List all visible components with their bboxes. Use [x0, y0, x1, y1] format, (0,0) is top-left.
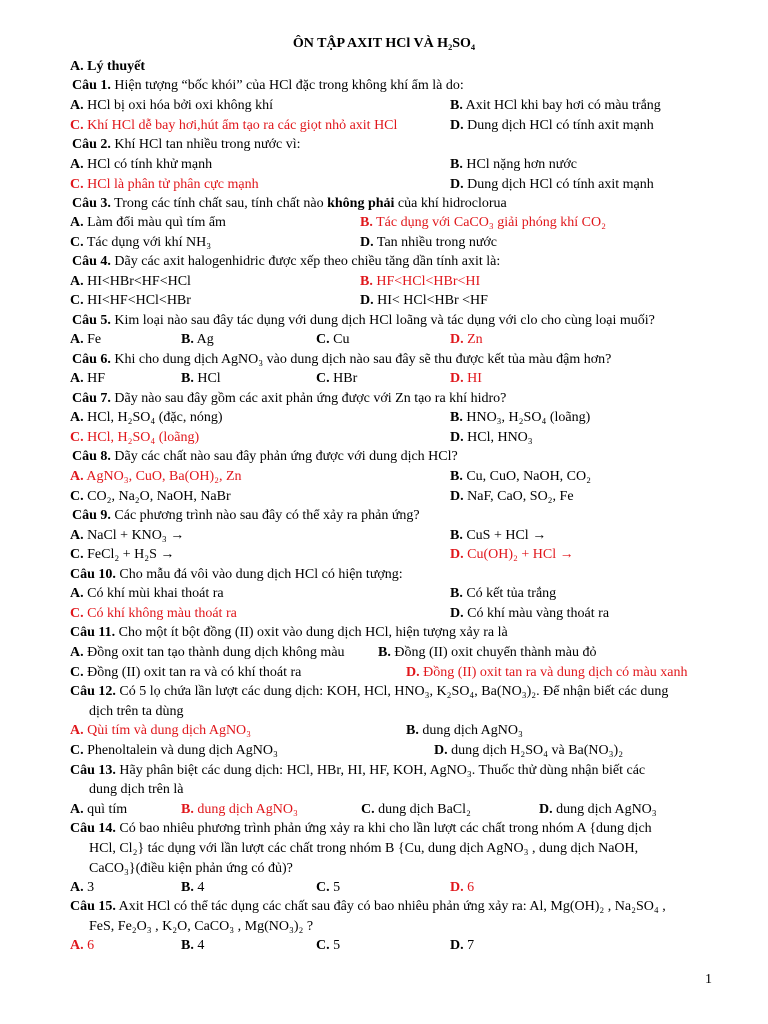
question-9-stem — [70, 506, 722, 525]
option-label: D. — [450, 606, 464, 621]
option-label: C. — [70, 489, 84, 504]
question-text: Dãy nào sau đây gồm các axit phản ứng được với Zn tạo ra khí hidro? — [114, 391, 507, 406]
option-label: C. — [70, 665, 84, 680]
option-label: B. — [450, 586, 463, 601]
answer-option-d — [450, 428, 533, 447]
option-text: HCl, H₂SO₄ (đặc, nóng) — [87, 410, 223, 425]
question-12-options-row — [70, 741, 720, 760]
question-8-options-row — [70, 467, 720, 486]
question-label: Câu 14. — [70, 821, 116, 836]
answer-option-d — [450, 878, 474, 897]
option-label: C. — [316, 938, 330, 953]
option-text: HCl — [197, 371, 221, 386]
question-label: Câu 11. — [70, 625, 116, 640]
question-text: của khí hidroclorua — [394, 196, 507, 211]
question-1-stem — [70, 76, 722, 95]
option-text: FeCl₂ + H₂S → — [87, 547, 175, 562]
option-text: HI<HF<HCl<HBr — [87, 293, 191, 308]
answer-option-d — [450, 369, 482, 388]
option-text: dung dịch H₂SO₄ và Ba(NO₃)₂ — [451, 743, 624, 758]
answer-option-c — [70, 116, 397, 135]
answer-option-c — [361, 800, 471, 819]
option-text: HI<HBr<HF<HCl — [87, 274, 191, 289]
option-label: C. — [70, 547, 84, 562]
answer-option-a — [70, 526, 184, 545]
option-text: HBr — [333, 371, 358, 386]
option-text: 4 — [197, 938, 205, 953]
question-text-line: dịch trên ta dùng — [89, 704, 184, 719]
question-11-options-row — [70, 663, 720, 682]
option-label: A. — [70, 880, 84, 895]
question-text-line: Có bao nhiêu phương trình phản ứng xảy ra khi cho lần lượt các chất trong nhóm A {dung dịch — [119, 821, 652, 836]
option-text: HCl là phân tử phân cực mạnh — [87, 177, 259, 192]
option-text: Zn — [467, 332, 483, 347]
option-text: Có khí không màu thoát ra — [87, 606, 237, 621]
option-text: HF — [87, 371, 106, 386]
option-label: C. — [316, 371, 330, 386]
question-3-stem — [70, 194, 722, 213]
page-title: ÔN TẬP AXIT HCl VÀ H₂SO₄ — [292, 36, 476, 51]
question-15-stem-cont — [70, 917, 739, 936]
question-text: Kim loại nào sau đây tác dụng với dung dịch HCl loãng và tác dụng với clo cho cùng loại muối? — [114, 313, 655, 328]
question-text-line: FeS, Fe₂O₃ , K₂O, CaCO₃ , Mg(NO₃)₂ ? — [89, 919, 314, 934]
answer-option-b — [450, 526, 546, 545]
option-label: D. — [450, 880, 464, 895]
answer-option-c — [70, 428, 199, 447]
option-label: D. — [450, 332, 464, 347]
question-13-stem-cont — [70, 780, 739, 799]
option-label: C. — [70, 177, 84, 192]
question-2-options-row — [70, 155, 720, 174]
answer-option-b — [406, 721, 523, 740]
answer-option-c — [316, 878, 340, 897]
option-label: B. — [181, 332, 194, 347]
option-text: CO₂, Na₂O, NaOH, NaBr — [87, 489, 231, 504]
option-label: A. — [70, 645, 84, 660]
answer-option-d — [450, 330, 483, 349]
answer-option-a — [70, 155, 212, 174]
option-label: B. — [450, 528, 463, 543]
answer-option-a — [70, 878, 94, 897]
option-text: 4 — [197, 880, 205, 895]
option-text: Khí HCl dễ bay hơi,hút ẩm tạo ra các giọt nhỏ axit HCl — [87, 118, 398, 133]
answer-option-d — [450, 936, 474, 955]
question-text: Hiện tượng “bốc khói” của HCl đặc trong không khí ẩm là do: — [114, 78, 464, 93]
option-text: 3 — [87, 880, 95, 895]
question-label: Câu 7. — [72, 391, 111, 406]
option-text: Đồng (II) oxit tan ra và có khí thoát ra — [87, 665, 302, 680]
option-label: D. — [406, 665, 420, 680]
question-1-options-row — [70, 116, 720, 135]
option-label: C. — [361, 802, 375, 817]
option-text: Ag — [196, 332, 214, 347]
answer-option-c — [316, 330, 349, 349]
option-text: 5 — [333, 938, 341, 953]
page-number: 1 — [705, 972, 712, 987]
answer-option-c — [70, 604, 237, 623]
answer-option-b — [181, 369, 221, 388]
answer-option-d — [434, 741, 623, 760]
option-label: C. — [70, 118, 84, 133]
question-label: Câu 1. — [72, 78, 111, 93]
answer-option-d — [450, 545, 574, 564]
answer-option-b — [360, 272, 480, 291]
option-text: Cu(OH)₂ + HCl → — [467, 547, 574, 562]
answer-option-a — [70, 584, 224, 603]
question-7-options-row — [70, 428, 720, 447]
option-label: D. — [360, 293, 374, 308]
option-label: A. — [70, 371, 84, 386]
answer-option-a — [70, 96, 273, 115]
question-14-stem-cont — [70, 839, 739, 858]
answer-option-a — [70, 213, 226, 232]
option-label: B. — [450, 469, 463, 484]
option-label: B. — [450, 157, 463, 172]
question-text-line: Hãy phân biệt các dung dịch: HCl, HBr, HI, HF, KOH, AgNO₃. Thuốc thử dùng nhận biết các — [119, 763, 646, 778]
question-10-options-row — [70, 584, 720, 603]
answer-option-c — [70, 741, 278, 760]
question-13-options-row — [70, 800, 720, 819]
question-10-stem — [70, 565, 720, 584]
question-2-options-row — [70, 175, 720, 194]
question-15-options-row — [70, 936, 720, 955]
answer-option-b — [450, 96, 661, 115]
option-label: C. — [316, 880, 330, 895]
option-label: B. — [181, 880, 194, 895]
question-text: Khi cho dung dịch AgNO₃ vào dung dịch nào sau đây sẽ thu được kết tủa màu đậm hơn? — [114, 352, 612, 367]
answer-option-c — [316, 369, 357, 388]
option-text: Phenoltalein và dung dịch AgNO₃ — [87, 743, 278, 758]
answer-option-b — [450, 584, 556, 603]
option-label: D. — [450, 938, 464, 953]
option-text: Đồng (II) oxit chuyển thành màu đỏ — [394, 645, 597, 660]
answer-option-b — [360, 213, 606, 232]
option-label: B. — [181, 802, 194, 817]
option-text: HI — [467, 371, 482, 386]
option-label: D. — [450, 371, 464, 386]
option-text: NaCl + KNO₃ → — [87, 528, 185, 543]
option-text: 6 — [467, 880, 475, 895]
answer-option-a — [70, 408, 222, 427]
answer-option-a — [70, 936, 94, 955]
question-text: Cho một ít bột đồng (II) oxit vào dung dịch HCl, hiện tượng xảy ra là — [118, 625, 508, 640]
option-label: D. — [450, 489, 464, 504]
option-label: B. — [450, 410, 463, 425]
question-14-stem-cont — [70, 859, 739, 878]
option-text: Qùi tím và dung dịch AgNO₃ — [87, 723, 252, 738]
option-label: A. — [70, 98, 84, 113]
question-text: Khí HCl tan nhiều trong nước vì: — [114, 137, 301, 152]
question-text-line: dung dịch trên là — [89, 782, 184, 797]
option-text: 5 — [333, 880, 341, 895]
answer-option-d — [450, 604, 609, 623]
option-text: HCl, H₂SO₄ (loãng) — [87, 430, 200, 445]
question-text: Trong các tính chất sau, tính chất nào — [114, 196, 328, 211]
answer-option-d — [406, 663, 688, 682]
answer-option-b — [450, 408, 590, 427]
question-9-options-row — [70, 526, 720, 545]
option-label: A. — [70, 586, 84, 601]
option-label: B. — [406, 723, 419, 738]
option-text: dung dịch AgNO₃ — [197, 802, 298, 817]
answer-option-a — [70, 643, 345, 662]
answer-option-c — [70, 487, 231, 506]
option-text: Có khí màu vàng thoát ra — [467, 606, 610, 621]
option-text: dung dịch AgNO₃ — [556, 802, 657, 817]
question-text: Dãy các axit halogenhidric được xếp theo chiều tăng dần tính axit là: — [114, 254, 501, 269]
answer-option-b — [181, 800, 298, 819]
question-text: Dãy các chất nào sau đây phản ứng được với dung dịch HCl? — [114, 449, 458, 464]
option-label: C. — [70, 430, 84, 445]
question-6-options-row — [70, 369, 720, 388]
option-label: A. — [70, 157, 84, 172]
answer-option-c — [70, 175, 259, 194]
question-label: Câu 6. — [72, 352, 111, 367]
answer-option-c — [70, 233, 211, 252]
question-12-stem-cont — [70, 702, 739, 721]
question-4-stem — [70, 252, 722, 271]
option-label: D. — [450, 177, 464, 192]
question-label: Câu 12. — [70, 684, 116, 699]
answer-option-b — [181, 330, 214, 349]
option-label: B. — [181, 371, 194, 386]
answer-option-b — [181, 878, 204, 897]
question-label: Câu 13. — [70, 763, 116, 778]
answer-option-d — [450, 175, 654, 194]
question-label: Câu 2. — [72, 137, 111, 152]
answer-option-c — [70, 291, 191, 310]
question-15-stem — [70, 897, 720, 916]
question-9-options-row — [70, 545, 720, 564]
answer-option-b — [181, 936, 204, 955]
question-text-line: HCl, Cl₂} tác dụng với lần lượt các chất trong nhóm B {Cu, dung dịch AgNO₃ , dung dịch NaOH, — [89, 841, 639, 856]
option-text: 7 — [467, 938, 475, 953]
answer-option-a — [70, 467, 242, 486]
question-8-options-row — [70, 487, 720, 506]
option-text: Đồng oxit tan tạo thành dung dịch không màu — [87, 645, 345, 660]
question-2-stem — [70, 135, 722, 154]
option-label: D. — [360, 235, 374, 250]
option-label: B. — [450, 98, 463, 113]
option-label: A. — [70, 938, 84, 953]
question-4-options-row — [70, 272, 720, 291]
question-12-options-row — [70, 721, 720, 740]
option-text: Cu, CuO, NaOH, CO₂ — [466, 469, 592, 484]
option-text: quì tím — [87, 802, 128, 817]
option-label: C. — [70, 743, 84, 758]
option-label: A. — [70, 410, 84, 425]
option-text: Làm đổi màu quì tím ẩm — [87, 215, 226, 230]
option-text: Axit HCl khi bay hơi có màu trắng — [465, 98, 661, 113]
option-label: B. — [360, 215, 373, 230]
option-text: CuS + HCl → — [466, 528, 547, 543]
answer-option-a — [70, 369, 105, 388]
question-label: Câu 15. — [70, 899, 116, 914]
question-5-stem — [70, 311, 722, 330]
option-text: HCl bị oxi hóa bởi oxi không khí — [87, 98, 274, 113]
option-text: 6 — [87, 938, 95, 953]
option-text: AgNO₃, CuO, Ba(OH)₂, Zn — [86, 469, 242, 484]
question-label: Câu 4. — [72, 254, 111, 269]
question-10-options-row — [70, 604, 720, 623]
option-text: dung dịch BaCl₂ — [378, 802, 471, 817]
answer-option-a — [70, 721, 251, 740]
option-text: Dung dịch HCl có tính axit mạnh — [467, 177, 654, 192]
option-text: Tan nhiều trong nước — [376, 235, 498, 250]
answer-option-d — [450, 487, 574, 506]
option-label: A. — [70, 215, 84, 230]
option-text: Có kết tủa trắng — [466, 586, 557, 601]
option-text: HI< HCl<HBr <HF — [377, 293, 488, 308]
option-label: B. — [378, 645, 391, 660]
option-label: A. — [70, 723, 84, 738]
question-11-options-row — [70, 643, 720, 662]
answer-option-d — [450, 116, 654, 135]
answer-option-a — [70, 800, 127, 819]
answer-option-b — [450, 155, 577, 174]
option-label: B. — [360, 274, 373, 289]
question-label: Câu 9. — [72, 508, 111, 523]
option-label: A. — [70, 528, 84, 543]
option-text: HCl, HNO₃ — [467, 430, 533, 445]
option-label: C. — [70, 293, 84, 308]
option-label: D. — [539, 802, 553, 817]
answer-option-d — [539, 800, 657, 819]
question-7-options-row — [70, 408, 720, 427]
question-label: Câu 8. — [72, 449, 111, 464]
question-11-stem — [70, 623, 720, 642]
option-label: D. — [434, 743, 448, 758]
answer-option-b — [378, 643, 597, 662]
option-text: HCl nặng hơn nước — [466, 157, 578, 172]
question-3-options-row — [70, 233, 720, 252]
answer-option-c — [70, 663, 301, 682]
option-label: C. — [316, 332, 330, 347]
option-text: Có khí mùi khai thoát ra — [87, 586, 224, 601]
option-label: D. — [450, 118, 464, 133]
answer-option-a — [70, 272, 191, 291]
option-text: Tác dụng với khí NH₃ — [86, 235, 212, 250]
question-label: Câu 5. — [72, 313, 111, 328]
answer-option-c — [70, 545, 174, 564]
question-12-stem — [70, 682, 720, 701]
section-heading: A. Lý thuyết — [70, 59, 146, 74]
option-text: Fe — [87, 332, 102, 347]
question-14-options-row — [70, 878, 720, 897]
option-label: A. — [70, 332, 84, 347]
option-text: HCl có tính khử mạnh — [87, 157, 213, 172]
option-label: A. — [70, 802, 84, 817]
option-label: B. — [181, 938, 194, 953]
option-text: NaF, CaO, SO₂, Fe — [467, 489, 574, 504]
answer-option-d — [360, 291, 488, 310]
question-text-line: Axit HCl có thể tác dụng các chất sau đây có bao nhiêu phản ứng xảy ra: Al, Mg(OH)₂ , Na₂SO₄ , — [118, 899, 666, 914]
question-text-line: Có 5 lọ chứa lần lượt các dung dịch: KOH, HCl, HNO₃, K₂SO₄, Ba(NO₃)₂. Để nhận biết các dung — [119, 684, 669, 699]
question-6-stem — [70, 350, 722, 369]
option-text: Cu — [333, 332, 350, 347]
question-text: Cho mẫu đá vôi vào dung dịch HCl có hiện tượng: — [119, 567, 403, 582]
question-14-stem — [70, 819, 720, 838]
question-7-stem — [70, 389, 722, 408]
answer-option-a — [70, 330, 101, 349]
option-text: HF<HCl<HBr<HI — [376, 274, 481, 289]
question-text-line: CaCO₃}(điều kiện phản ứng có đủ)? — [89, 861, 293, 876]
option-label: A. — [70, 469, 84, 484]
question-13-stem — [70, 761, 720, 780]
question-label: Câu 3. — [72, 196, 111, 211]
option-label: A. — [70, 274, 84, 289]
question-text-emphasis: không phải — [327, 196, 395, 211]
question-8-stem — [70, 447, 722, 466]
option-label: C. — [70, 606, 84, 621]
option-label: D. — [450, 547, 464, 562]
option-text: Đồng (II) oxit tan ra và dung dịch có màu xanh — [423, 665, 688, 680]
question-text: Các phương trình nào sau đây có thể xảy ra phản ứng? — [114, 508, 420, 523]
option-text: HNO₃, H₂SO₄ (loãng) — [466, 410, 591, 425]
option-text: Dung dịch HCl có tính axit mạnh — [467, 118, 654, 133]
question-3-options-row — [70, 213, 720, 232]
answer-option-d — [360, 233, 497, 252]
question-5-options-row — [70, 330, 720, 349]
option-text: dung dịch AgNO₃ — [422, 723, 523, 738]
answer-option-c — [316, 936, 340, 955]
option-label: D. — [450, 430, 464, 445]
question-1-options-row — [70, 96, 720, 115]
question-4-options-row — [70, 291, 720, 310]
question-label: Câu 10. — [70, 567, 116, 582]
answer-option-b — [450, 467, 591, 486]
option-text: Tác dụng với CaCO₃ giải phóng khí CO₂ — [376, 215, 606, 230]
option-label: C. — [70, 235, 84, 250]
